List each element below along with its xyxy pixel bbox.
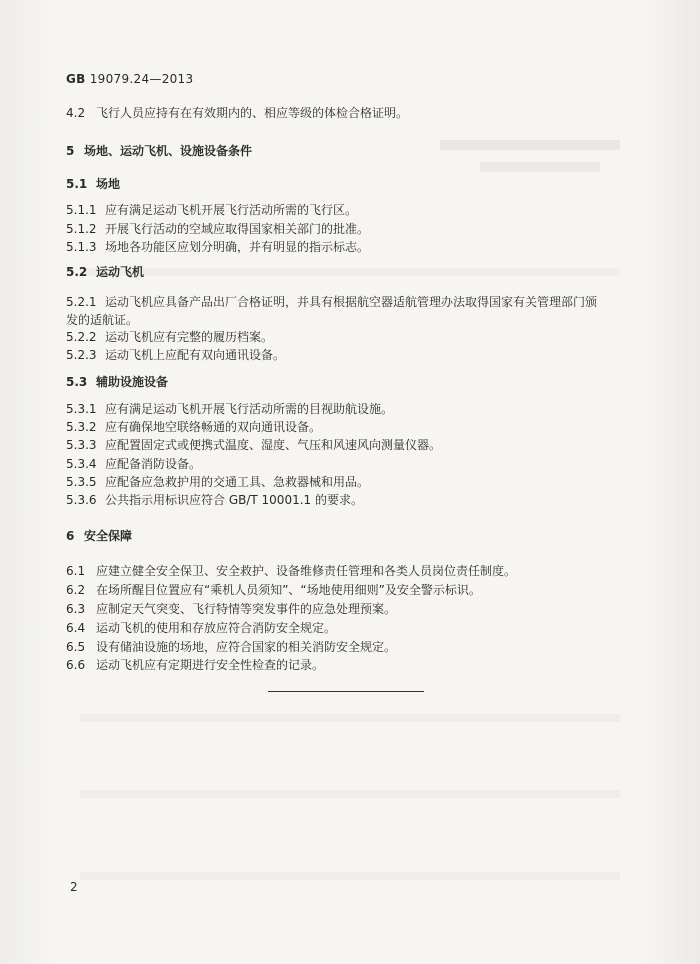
clause-text: 开展飞行活动的空域应取得国家相关部门的批准。 xyxy=(105,222,370,236)
section-heading xyxy=(66,264,144,280)
clause-text: 应配备应急救护用的交通工具、急救器械和用品。 xyxy=(105,475,370,489)
clause-text: 场地、运动飞机、设施设备条件 xyxy=(84,144,253,158)
clause-number: 5.3.3 xyxy=(66,438,97,452)
clause-text: 场地 xyxy=(96,177,121,191)
clause-line xyxy=(66,456,201,472)
clause-text: 运动飞机应具备产品出厂合格证明，并具有根据航空器适航管理办法取得国家有关管理部门颁 xyxy=(105,295,598,309)
clause-number: 6.1 xyxy=(66,564,86,578)
clause-line xyxy=(66,582,481,598)
clause-text: 运动飞机应有完整的履历档案。 xyxy=(105,330,274,344)
bleed-through-mark xyxy=(80,268,620,276)
clause-text: 安全保障 xyxy=(84,529,133,543)
end-rule xyxy=(268,691,424,692)
clause-line xyxy=(66,620,336,636)
clause-text: 发的适航证。 xyxy=(66,313,139,327)
clause-number: 5.2.1 xyxy=(66,295,97,309)
clause-number: 5.1 xyxy=(66,177,88,191)
clause-number: 6.6 xyxy=(66,658,86,672)
section-heading xyxy=(66,143,252,159)
standard-header xyxy=(66,72,193,86)
clause-line xyxy=(66,239,369,255)
clause-line xyxy=(66,437,441,453)
clause-text: 辅助设施设备 xyxy=(96,375,169,389)
bleed-through-mark xyxy=(80,714,620,722)
clause-line xyxy=(66,221,369,237)
clause-line xyxy=(66,329,273,345)
standard-code: GB xyxy=(66,72,86,86)
clause-number: 5.2.3 xyxy=(66,348,97,362)
clause-text: 应制定天气突变、飞行特情等突发事件的应急处理预案。 xyxy=(96,602,397,616)
clause-line xyxy=(66,419,321,435)
clause-text: 应有满足运动飞机开展飞行活动所需的飞行区。 xyxy=(105,203,358,217)
clause-text: 场地各功能区应划分明确，并有明显的指示标志。 xyxy=(105,240,370,254)
clause-number: 5.1.2 xyxy=(66,222,97,236)
clause-line xyxy=(66,563,516,579)
clause-line xyxy=(66,312,138,328)
clause-number: 6.3 xyxy=(66,602,86,616)
clause-text: 应有确保地空联络畅通的双向通讯设备。 xyxy=(105,420,322,434)
clause-text: 运动飞机应有定期进行安全性检查的记录。 xyxy=(96,658,325,672)
clause-number: 5.3 xyxy=(66,375,88,389)
clause-number: 5.3.1 xyxy=(66,402,97,416)
clause-number: 5 xyxy=(66,144,75,158)
clause-line xyxy=(66,105,408,121)
bleed-through-mark xyxy=(480,162,600,172)
clause-line xyxy=(66,347,285,363)
clause-text: 公共指示用标识应符合 GB/T 10001.1 的要求。 xyxy=(105,493,363,507)
clause-number: 4.2 xyxy=(66,106,86,120)
clause-line xyxy=(66,492,363,508)
bleed-through-mark xyxy=(440,140,620,150)
bleed-through-mark xyxy=(80,790,620,798)
clause-line xyxy=(66,202,357,218)
clause-number: 5.1.3 xyxy=(66,240,97,254)
clause-text: 运动飞机的使用和存放应符合消防安全规定。 xyxy=(96,621,337,635)
clause-number: 5.2.2 xyxy=(66,330,97,344)
clause-text: 运动飞机上应配有双向通讯设备。 xyxy=(105,348,286,362)
clause-number: 5.3.5 xyxy=(66,475,97,489)
clause-number: 5.3.2 xyxy=(66,420,97,434)
clause-text: 运动飞机 xyxy=(96,265,145,279)
clause-number: 5.3.6 xyxy=(66,493,97,507)
clause-text: 设有储油设施的场地，应符合国家的相关消防安全规定。 xyxy=(96,640,397,654)
clause-line xyxy=(66,294,597,310)
clause-number: 6.4 xyxy=(66,621,86,635)
clause-number: 6.5 xyxy=(66,640,86,654)
clause-text: 飞行人员应持有在有效期内的、相应等级的体检合格证明。 xyxy=(96,106,409,120)
section-heading xyxy=(66,176,120,192)
bleed-through-mark xyxy=(80,872,620,880)
standard-number: 19079.24—2013 xyxy=(89,72,194,86)
section-heading xyxy=(66,374,168,390)
clause-number: 5.2 xyxy=(66,265,88,279)
clause-number: 6.2 xyxy=(66,583,86,597)
clause-text: 应配置固定式或便携式温度、湿度、气压和风速风向测量仪器。 xyxy=(105,438,442,452)
clause-text: 应建立健全安全保卫、安全救护、设备维修责任管理和各类人员岗位责任制度。 xyxy=(96,564,517,578)
clause-line xyxy=(66,401,393,417)
section-heading xyxy=(66,528,132,544)
clause-text: 应配备消防设备。 xyxy=(105,457,202,471)
clause-line xyxy=(66,639,396,655)
clause-text: 在场所醒目位置应有“乘机人员须知”、“场地使用细则”及安全警示标识。 xyxy=(96,583,481,597)
clause-number: 5.1.1 xyxy=(66,203,97,217)
clause-number: 6 xyxy=(66,529,75,543)
clause-line xyxy=(66,601,396,617)
clause-number: 5.3.4 xyxy=(66,457,97,471)
page-number: 2 xyxy=(70,880,78,894)
clause-text: 应有满足运动飞机开展飞行活动所需的目视助航设施。 xyxy=(105,402,394,416)
clause-line xyxy=(66,657,324,673)
clause-line xyxy=(66,474,369,490)
